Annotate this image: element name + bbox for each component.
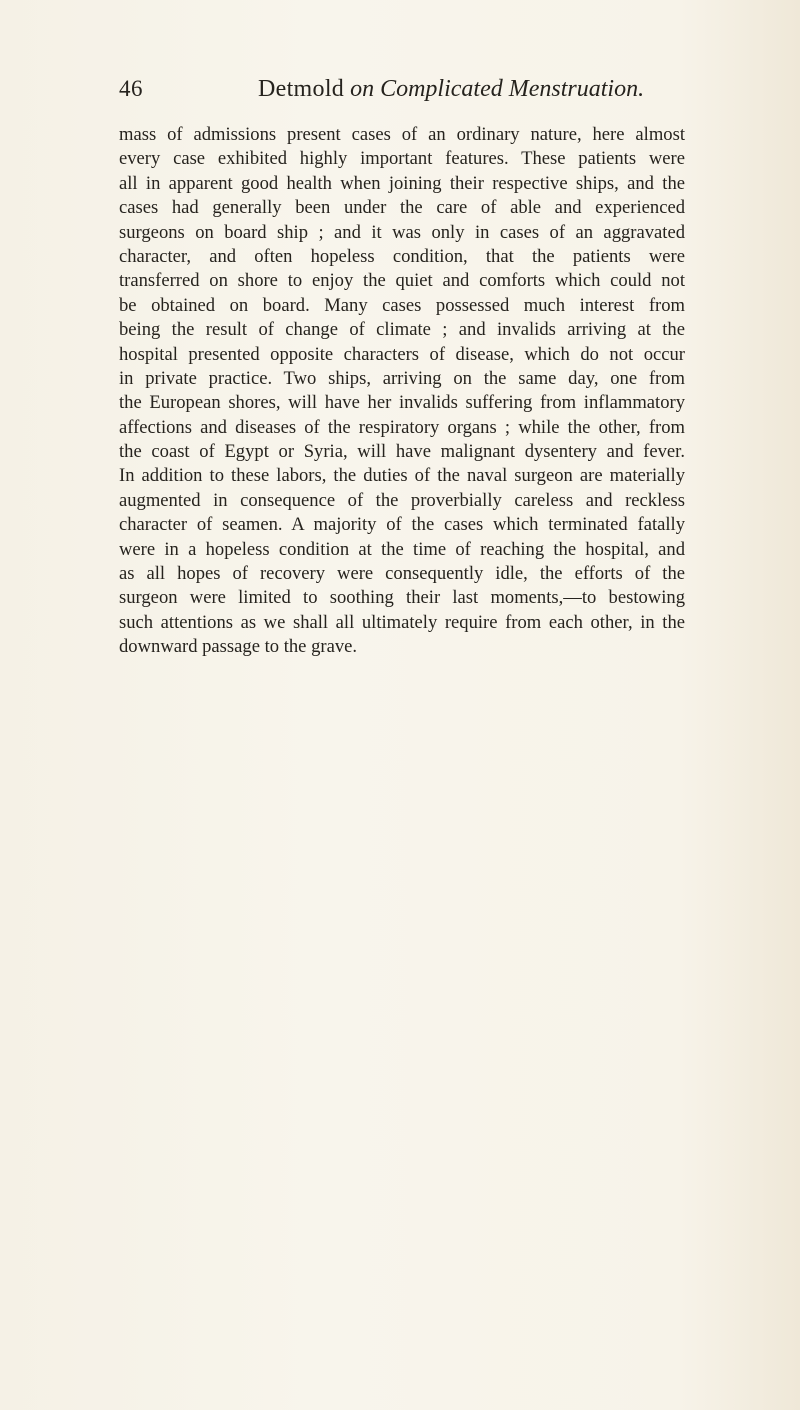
text-line: in private practice. Two ships, arriving on the same day, one from xyxy=(119,367,685,389)
text-line: cases had generally been under the care of able and experienced xyxy=(119,197,685,219)
text-line: be obtained on board. Many cases possessed much interest from xyxy=(119,294,685,316)
text-line: In addition to these labors, the duties of the naval surgeon are materially xyxy=(119,465,685,487)
text-line: all in apparent good health when joining their respective ships, and the xyxy=(119,172,685,194)
text-line: surgeons on board ship ; and it was only in cases of an aggravated xyxy=(119,221,685,243)
text-line: transferred on shore to enjoy the quiet and comforts which could not xyxy=(119,270,685,292)
text-line: surgeon were limited to soothing their last moments,—to bestowing xyxy=(119,587,685,609)
text-line: the European shores, will have her invalids suffering from inflammatory xyxy=(119,392,685,414)
text-line: character of seamen. A majority of the cases which terminated fatally xyxy=(119,514,685,536)
text-line: character, and often hopeless condition, that the patients were xyxy=(119,245,685,267)
text-line: the coast of Egypt or Syria, will have malignant dysentery and fever. xyxy=(119,441,685,463)
running-title-connector: on xyxy=(350,76,375,102)
text-line: downward passage to the grave. xyxy=(119,636,358,658)
body-paragraph xyxy=(119,123,685,660)
text-line: such attentions as we shall all ultimately require from each other, in the xyxy=(119,611,685,633)
text-line: were in a hopeless condition at the time of reaching the hospital, and xyxy=(119,538,685,560)
text-line: affections and diseases of the respiratory organs ; while the other, from xyxy=(119,416,685,438)
running-title xyxy=(258,76,644,103)
text-line: being the result of change of climate ; and invalids arriving at the xyxy=(119,319,685,341)
running-title-author: Detmold xyxy=(258,76,345,102)
text-line: as all hopes of recovery were consequently idle, the efforts of the xyxy=(119,563,685,585)
text-line: hospital presented opposite characters of disease, which do not occur xyxy=(119,343,685,365)
text-line: augmented in consequence of the proverbially careless and reckless xyxy=(119,489,685,511)
text-line: mass of admissions present cases of an ordinary nature, here almost xyxy=(119,124,685,145)
running-header xyxy=(0,76,800,116)
text-line: every case exhibited highly important features. These patients were xyxy=(119,148,685,170)
running-title-book: Complicated Menstruation. xyxy=(380,76,645,102)
page-number: 46 xyxy=(119,76,143,101)
